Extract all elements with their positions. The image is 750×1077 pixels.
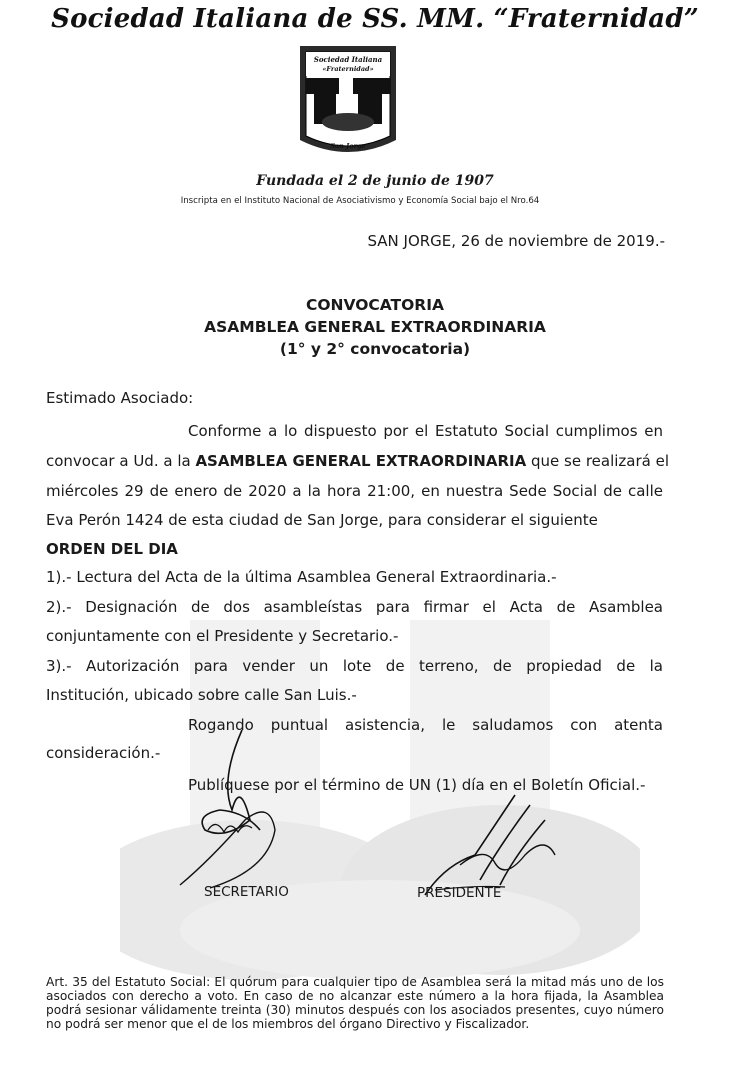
- closing-line-2: consideración.-: [46, 744, 161, 762]
- organization-logo: [296, 42, 400, 164]
- agenda-item-3-cont: Institución, ubicado sobre calle San Luis.-: [46, 686, 357, 704]
- body-line-2-post: que se realizará el: [526, 452, 670, 470]
- svg-text:«Fraternidad»: «Fraternidad»: [322, 65, 374, 73]
- agenda-item-3: 3).- Autorización para vender un lote de terreno, de propiedad de la: [46, 657, 663, 675]
- president-label: PRESIDENTE: [417, 885, 502, 901]
- agenda-item-2-cont: conjuntamente con el Presidente y Secretario.-: [46, 627, 399, 645]
- statute-footnote: Art. 35 del Estatuto Social: El quórum para cualquier tipo de Asamblea será la mitad más uno de los asociados con derecho a voto. En caso de no alcanzar este número a la hora fijada, la Asamblea podrá sesionar válidamente treinta (30) minutos después con los asociados presentes, cuyo número no podrá ser menor que el de los miembros del órgano Directivo y Fiscalizador.: [46, 975, 664, 1031]
- publication-note: Publíquese por el término de UN (1) día en el Boletín Oficial.-: [188, 776, 646, 794]
- body-line-4: Eva Perón 1424 de esta ciudad de San Jorge, para considerar el siguiente: [46, 511, 598, 529]
- organization-name: Sociedad Italiana de SS. MM. “Fraternidad”: [51, 4, 699, 34]
- agenda-item-1: 1).- Lectura del Acta de la última Asamblea General Extraordinaria.-: [46, 568, 557, 586]
- heading-subtitle: ASAMBLEA GENERAL EXTRAORDINARIA: [204, 318, 546, 336]
- body-line-1: Conforme a lo dispuesto por el Estatuto Social cumplimos en: [188, 422, 663, 440]
- registration-note: Inscripta en el Instituto Nacional de Asociativismo y Economía Social bajo el Nro.64: [180, 196, 540, 206]
- heading-title: CONVOCATORIA: [305, 296, 445, 314]
- date-line: SAN JORGE, 26 de noviembre de 2019.-: [367, 232, 665, 250]
- secretary-signature: [150, 720, 320, 900]
- agenda-item-2: 2).- Designación de dos asambleístas para firmar el Acta de Asamblea: [46, 598, 663, 616]
- salutation: Estimado Asociado:: [46, 389, 194, 407]
- body-line-2-pre: convocar a Ud. a la: [46, 452, 196, 470]
- secretary-label: SECRETARIO: [204, 884, 289, 900]
- heading-convocations: (1° y 2° convocatoria): [279, 340, 471, 358]
- closing-line-1: Rogando puntual asistencia, le saludamos con atenta: [188, 716, 663, 734]
- agenda-title: ORDEN DEL DIA: [46, 540, 178, 558]
- svg-text:San Jorge: San Jorge: [330, 142, 366, 150]
- body-line-2: [46, 451, 670, 471]
- body-line-3: miércoles 29 de enero de 2020 a la hora 21:00, en nuestra Sede Social de calle: [46, 482, 663, 500]
- founded-date: Fundada el 2 de junio de 1907: [256, 173, 494, 189]
- assembly-name: ASAMBLEA GENERAL EXTRAORDINARIA: [195, 452, 527, 470]
- heading: [0, 294, 750, 360]
- svg-text:Sociedad Italiana: Sociedad Italiana: [313, 55, 383, 64]
